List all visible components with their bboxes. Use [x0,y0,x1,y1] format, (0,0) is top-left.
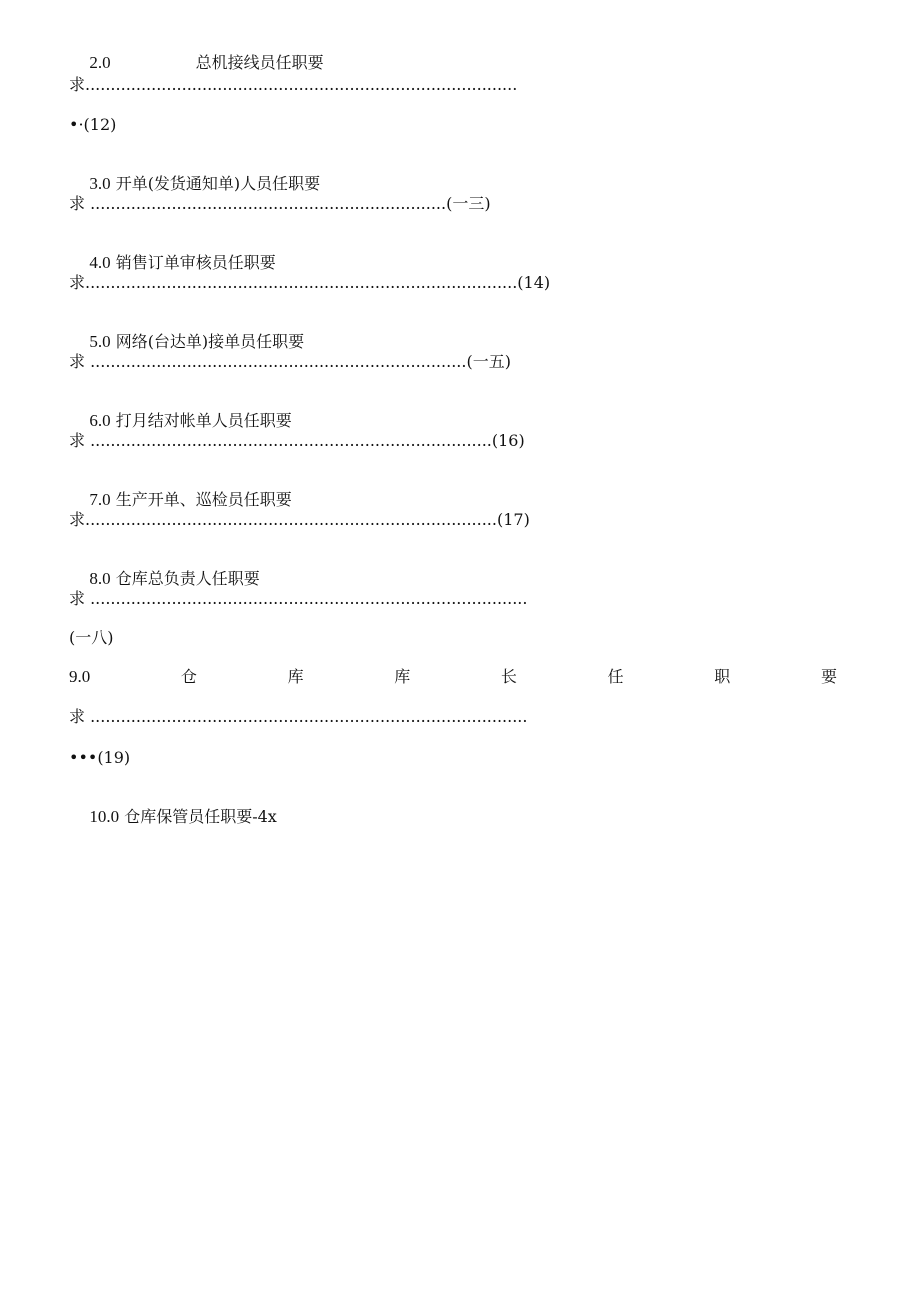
toc-entry-title: 总机接线员任职要 [195,53,324,72]
toc-entry-9-dots: 求 ...................................................................................... [69,707,528,726]
toc-entry-6-dots: 求 ...............................................................................(16) [69,431,525,450]
toc-entry-number: 3.0 [89,174,111,193]
toc-entry-number: 4.0 [89,253,111,272]
toc-entry-2-dots: 求..................................................................................... [69,75,518,94]
toc-entry-5-dots: 求 ..........................................................................(一五) [69,352,511,371]
toc-entry-title: 仓库保管员任职要-4x [124,807,277,826]
toc-entry-number: 6.0 [89,411,111,430]
toc-entry-8-dots: 求 ...................................................................................... [69,589,528,608]
toc-entry-title-char: 要 [820,667,837,686]
toc-entry-title: 打月结对帐单人员任职要 [115,411,292,430]
toc-entry-number: 5.0 [89,332,111,351]
toc-entry-2-page: •·(12) [69,115,117,134]
toc-entry-title-char: 长 [500,667,517,686]
toc-entry-title: 网络(台达单)接单员任职要 [115,332,305,351]
toc-entry-title: 仓库总负责人任职要 [115,569,260,588]
toc-entry-3-dots: 求 ......................................................................(一三) [69,194,491,213]
toc-entry-title-char: 职 [714,667,731,686]
toc-entry-title: 生产开单、巡检员任职要 [115,490,292,509]
toc-entry-title-char: 库 [287,667,304,686]
toc-entry-title: 销售订单审核员任职要 [115,253,276,272]
toc-entry-7-dots: 求.................................................................................(17) [69,510,530,529]
toc-entry-10-heading [69,787,277,847]
toc-entry-title-char: 仓 [180,667,197,686]
toc-entry-number: 9.0 [69,667,91,686]
toc-entry-title-char: 库 [394,667,411,686]
toc-entry-4-dots: 求.....................................................................................(14) [69,273,551,292]
toc-entry-9-heading [69,667,837,687]
toc-entry-number: 2.0 [89,53,111,72]
toc-entry-title: 开单(发货通知单)人员任职要 [115,174,321,193]
toc-entry-8-page: (一八) [69,628,114,647]
toc-entry-9-page: •••(19) [69,748,131,767]
toc-entry-number: 8.0 [89,569,111,588]
toc-entry-title-char: 任 [607,667,624,686]
toc-entry-number: 7.0 [89,490,111,509]
toc-entry-number: 10.0 [89,807,120,826]
